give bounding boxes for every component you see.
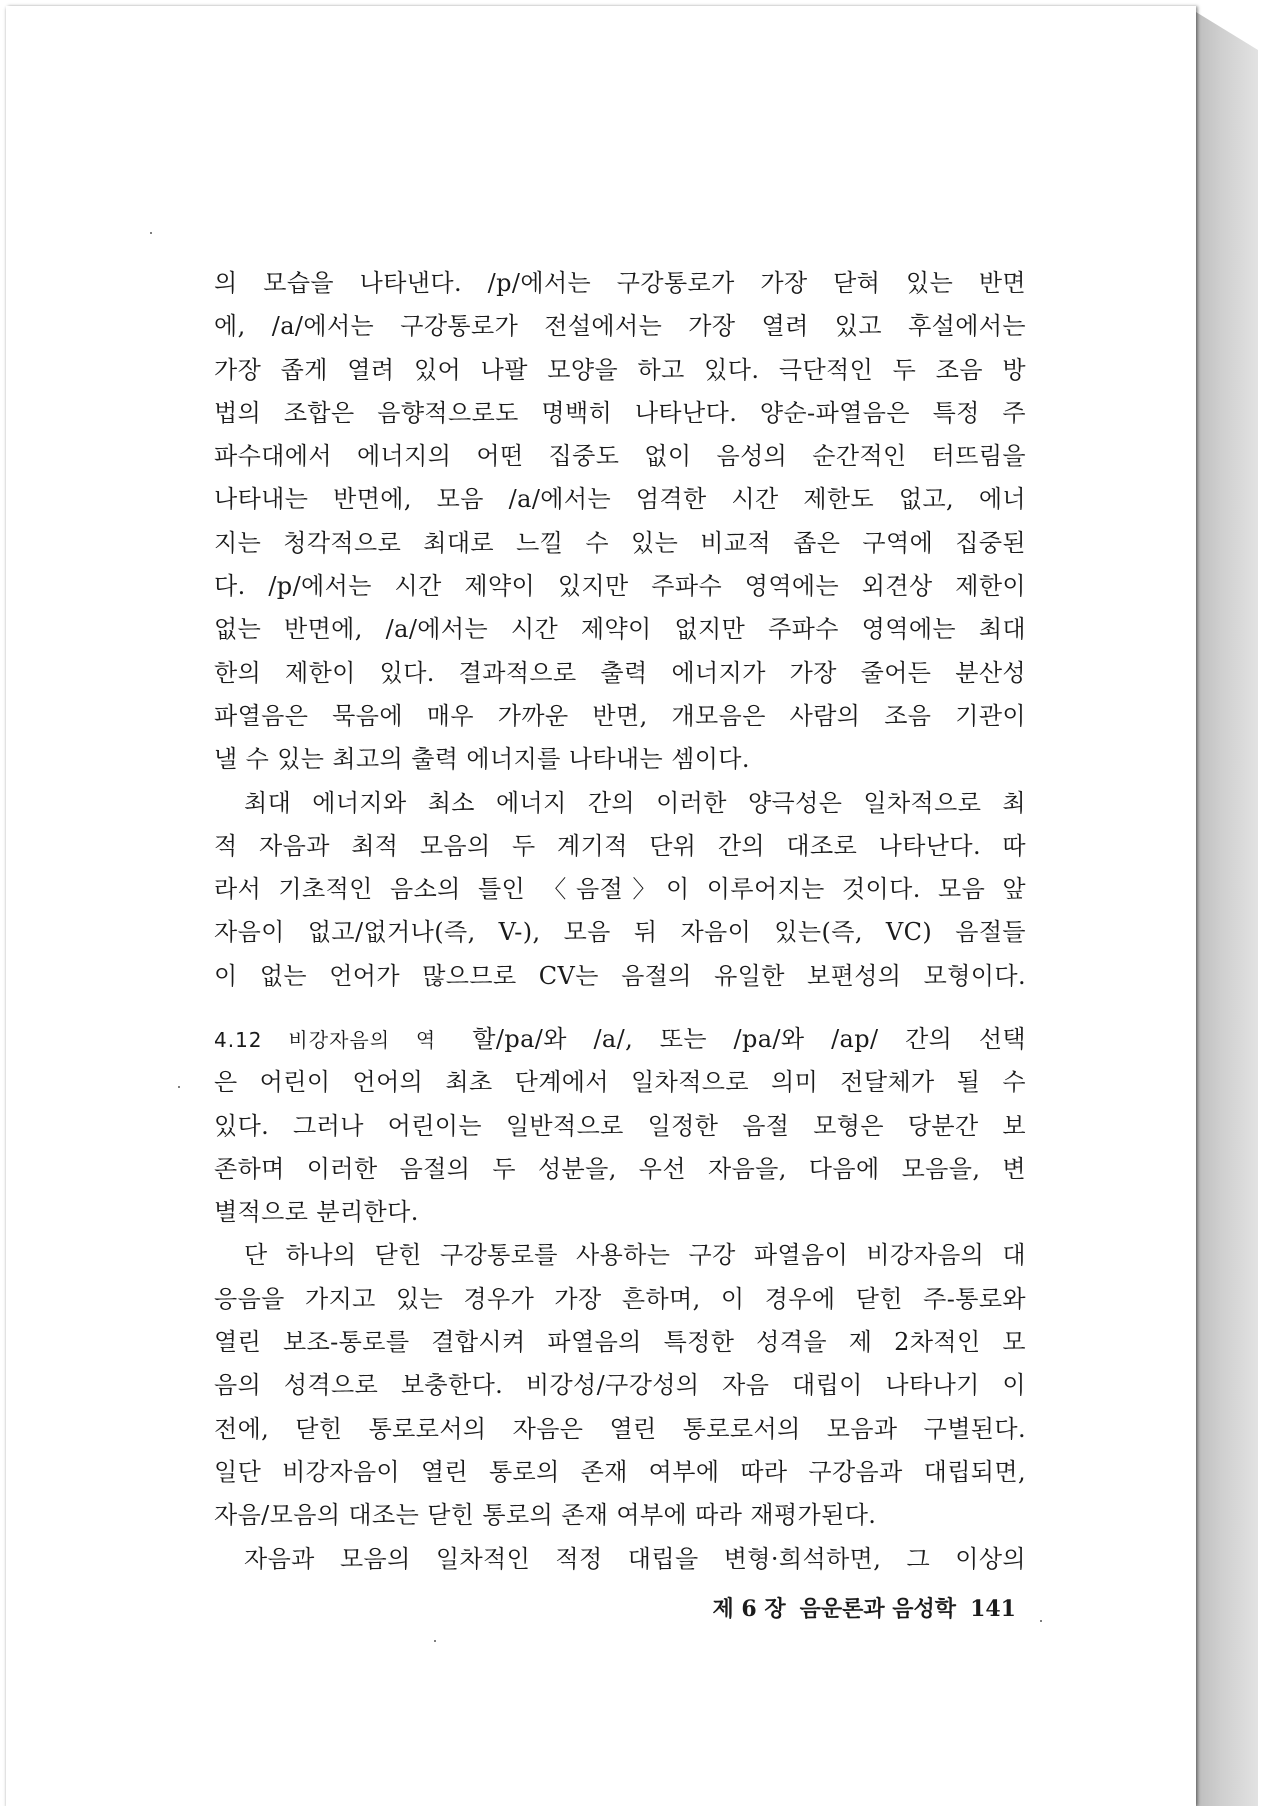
text-line: 적 자음과 최적 모음의 두 계기적 단위 간의 대조로 나타난다. 따 bbox=[214, 831, 1026, 860]
text-line: 자음과 모음의 일차적인 적정 대립을 변형·희석하면, 그 이상의 bbox=[244, 1544, 1026, 1573]
text-line: 라서 기초적인 음소의 틀인 〈음절〉이 이루어지는 것이다. 모음 앞 bbox=[214, 875, 1026, 904]
section-first-line: 할/pa/와 /a/, 또는 /pa/와 /ap/ 간의 선택 bbox=[472, 1025, 1026, 1053]
section-heading: 4.12 비강자음의 역 bbox=[214, 1028, 437, 1052]
text-line: 열린 보조-통로를 결합시켜 파열음의 특정한 성격을 제 2차적인 모 bbox=[214, 1328, 1026, 1357]
text-line: 에, /a/에서는 구강통로가 전설에서는 가장 열려 있고 후설에서는 bbox=[214, 312, 1026, 341]
paragraph bbox=[214, 1234, 1026, 1537]
text-line: 한의 제한이 있다. 결과적으로 출력 에너지가 가장 줄어든 분산성 bbox=[214, 658, 1026, 687]
text-line: 파수대에서 에너지의 어떤 집중도 없이 음성의 순간적인 터뜨림을 bbox=[214, 442, 1026, 471]
print-speck bbox=[1040, 1620, 1042, 1622]
text-line: 의 모습을 나타낸다. /p/에서는 구강통로가 가장 닫혀 있는 반면 bbox=[214, 269, 1026, 297]
paragraph bbox=[214, 262, 1026, 782]
page-number: 141 bbox=[970, 1596, 1016, 1622]
paragraph bbox=[214, 1538, 1026, 1581]
print-speck bbox=[150, 232, 152, 234]
text-line: 은 어린이 언어의 최초 단계에서 일차적으로 의미 전달체가 될 수 bbox=[214, 1068, 1026, 1097]
text-line: 음의 성격으로 보충한다. 비강성/구강성의 자음 대립이 나타나기 이 bbox=[214, 1371, 1026, 1400]
page-footer bbox=[680, 1591, 1016, 1627]
text-line: 응음을 가지고 있는 경우가 가장 흔하며, 이 경우에 닫힌 주-통로와 bbox=[214, 1284, 1026, 1313]
text-line: 이 없는 언어가 많으므로 CV는 음절의 유일한 보편성의 모형이다. bbox=[214, 961, 1026, 990]
paragraph bbox=[214, 782, 1026, 998]
text-block-lower bbox=[214, 1018, 1026, 1581]
text-line: 가장 좁게 열려 있어 나팔 모양을 하고 있다. 극단적인 두 조음 방 bbox=[214, 355, 1026, 384]
text-line: 전에, 닫힌 통로로서의 자음은 열린 통로로서의 모음과 구별된다. bbox=[214, 1414, 1026, 1443]
section-paragraph bbox=[214, 1018, 1026, 1234]
text-line: 파열음은 묵음에 매우 가까운 반면, 개모음은 사람의 조음 기관이 bbox=[214, 701, 1026, 730]
text-line: 존하며 이러한 음절의 두 성분을, 우선 자음을, 다음에 모음을, 변 bbox=[214, 1154, 1026, 1183]
text-line: 자음/모음의 대조는 닫힌 통로의 존재 여부에 따라 재평가된다. bbox=[214, 1501, 877, 1530]
text-line: 있다. 그러나 어린이는 일반적으로 일정한 음절 모형은 당분간 보 bbox=[214, 1111, 1026, 1140]
text-line bbox=[214, 1018, 1026, 1061]
text-line: 나타내는 반면에, 모음 /a/에서는 엄격한 시간 제한도 없고, 에너 bbox=[214, 485, 1026, 514]
text-line: 법의 조합은 음향적으로도 명백히 나타난다. 양순-파열음은 특정 주 bbox=[214, 398, 1026, 427]
page-edge bbox=[1196, 12, 1258, 1806]
print-speck bbox=[178, 1086, 180, 1088]
text-line: 다. /p/에서는 시간 제약이 있지만 주파수 영역에는 외견상 제한이 bbox=[214, 572, 1026, 601]
text-line: 자음이 없고/없거나(즉, V-), 모음 뒤 자음이 있는(즉, VC) 음절들 bbox=[214, 918, 1026, 947]
print-speck bbox=[434, 1640, 436, 1642]
text-line: 없는 반면에, /a/에서는 시간 제약이 없지만 주파수 영역에는 최대 bbox=[214, 615, 1026, 644]
text-line: 일단 비강자음이 열린 통로의 존재 여부에 따라 구강음과 대립되면, bbox=[214, 1457, 1026, 1486]
text-line: 단 하나의 닫힌 구강통로를 사용하는 구강 파열음이 비강자음의 대 bbox=[244, 1241, 1026, 1270]
text-line: 지는 청각적으로 최대로 느낄 수 있는 비교적 좁은 구역에 집중된 bbox=[214, 528, 1026, 557]
text-line: 최대 에너지와 최소 에너지 간의 이러한 양극성은 일차적으로 최 bbox=[244, 788, 1026, 817]
text-line: 낼 수 있는 최고의 출력 에너지를 나타내는 셈이다. bbox=[214, 745, 750, 774]
chapter-number: 제 6 장 bbox=[712, 1596, 786, 1622]
chapter-title: 음운론과 음성학 bbox=[799, 1596, 957, 1622]
text-block-upper bbox=[214, 262, 1026, 998]
text-line: 별적으로 분리한다. bbox=[214, 1198, 419, 1227]
